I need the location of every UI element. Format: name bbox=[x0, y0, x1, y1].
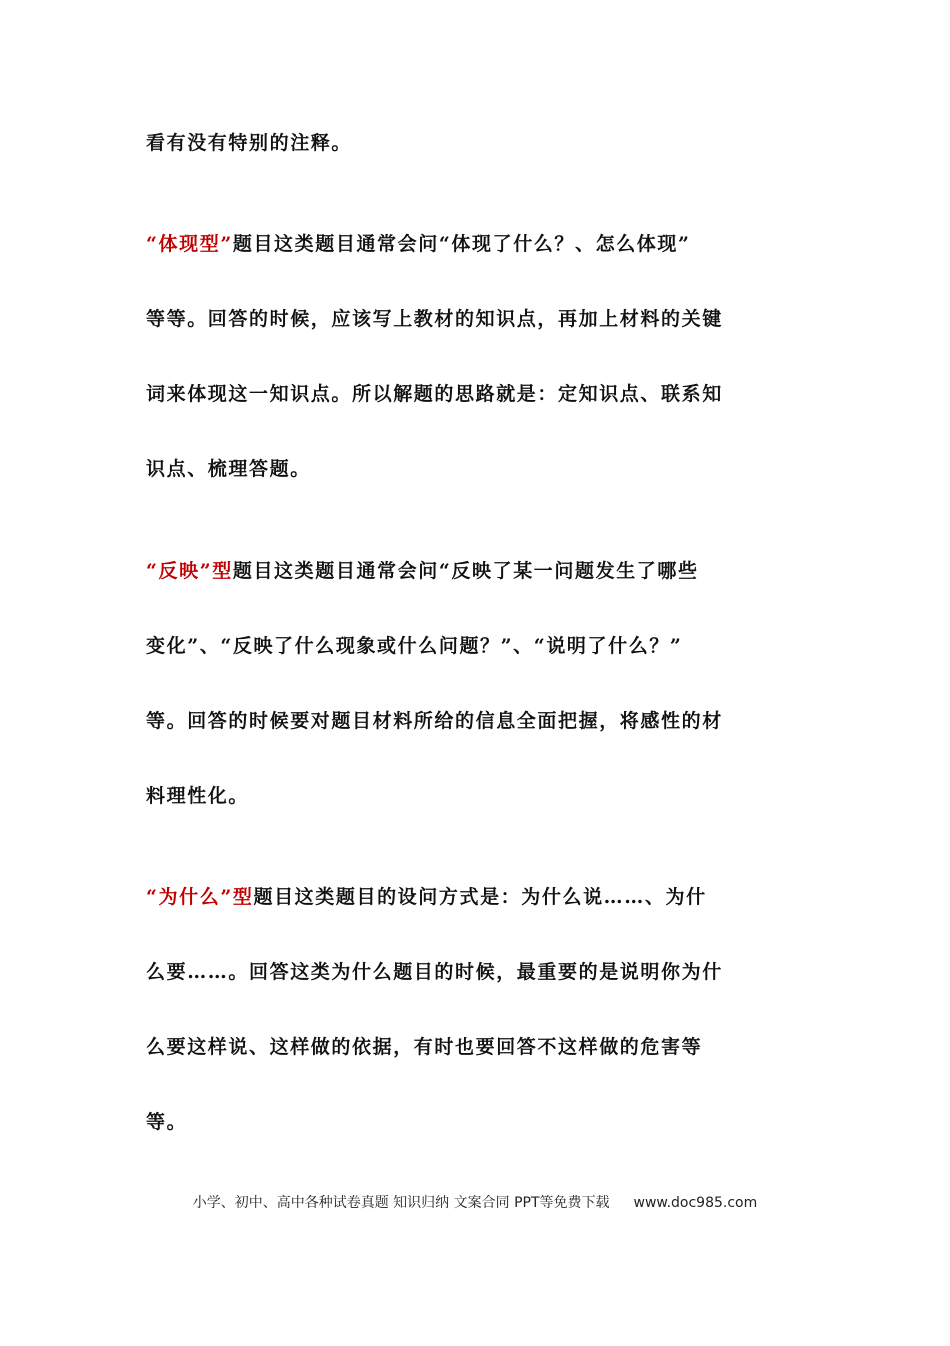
paragraph-line: 等等。回答的时候，应该写上教材的知识点，再加上材料的关键 bbox=[146, 308, 723, 330]
paragraph-heading-line bbox=[146, 885, 816, 909]
paragraph-text: 题目这类题目的设问方式是：为什么说……、为什 bbox=[253, 886, 707, 908]
type-label-tixian: “体现型” bbox=[146, 233, 233, 255]
footer-text: 小学、初中、高中各种试卷真题 知识归纳 文案合同 PPT等免费下载 bbox=[192, 1195, 610, 1211]
page-footer bbox=[0, 1192, 950, 1212]
paragraph-line: 等。 bbox=[146, 1111, 188, 1133]
paragraph-line: 变化”、“反映了什么现象或什么问题？”、“说明了什么？” bbox=[146, 635, 683, 657]
paragraph-line: 识点、梳理答题。 bbox=[146, 458, 311, 480]
footer-url-link[interactable]: www.doc985.com bbox=[633, 1195, 758, 1211]
paragraph-line: 么要这样说、这样做的依据，有时也要回答不这样做的危害等 bbox=[146, 1036, 703, 1058]
paragraph-line: 词来体现这一知识点。所以解题的思路就是：定知识点、联系知 bbox=[146, 383, 723, 405]
paragraph-heading-line bbox=[146, 559, 816, 583]
paragraph-heading-line bbox=[146, 232, 816, 256]
type-label-weishenme: “为什么”型 bbox=[146, 886, 254, 908]
paragraph-line: 么要……。回答这类为什么题目的时候，最重要的是说明你为什 bbox=[146, 961, 723, 983]
paragraph-line: 看有没有特别的注释。 bbox=[146, 132, 353, 154]
paragraph-line: 料理性化。 bbox=[146, 785, 250, 807]
paragraph-line: 等。回答的时候要对题目材料所给的信息全面把握，将感性的材 bbox=[146, 710, 723, 732]
paragraph-text: 题目这类题目通常会问“体现了什么？、怎么体现” bbox=[232, 233, 691, 255]
paragraph-text: 题目这类题目通常会问“反映了某一问题发生了哪些 bbox=[232, 560, 699, 582]
type-label-fanying: “反映”型 bbox=[146, 560, 233, 582]
